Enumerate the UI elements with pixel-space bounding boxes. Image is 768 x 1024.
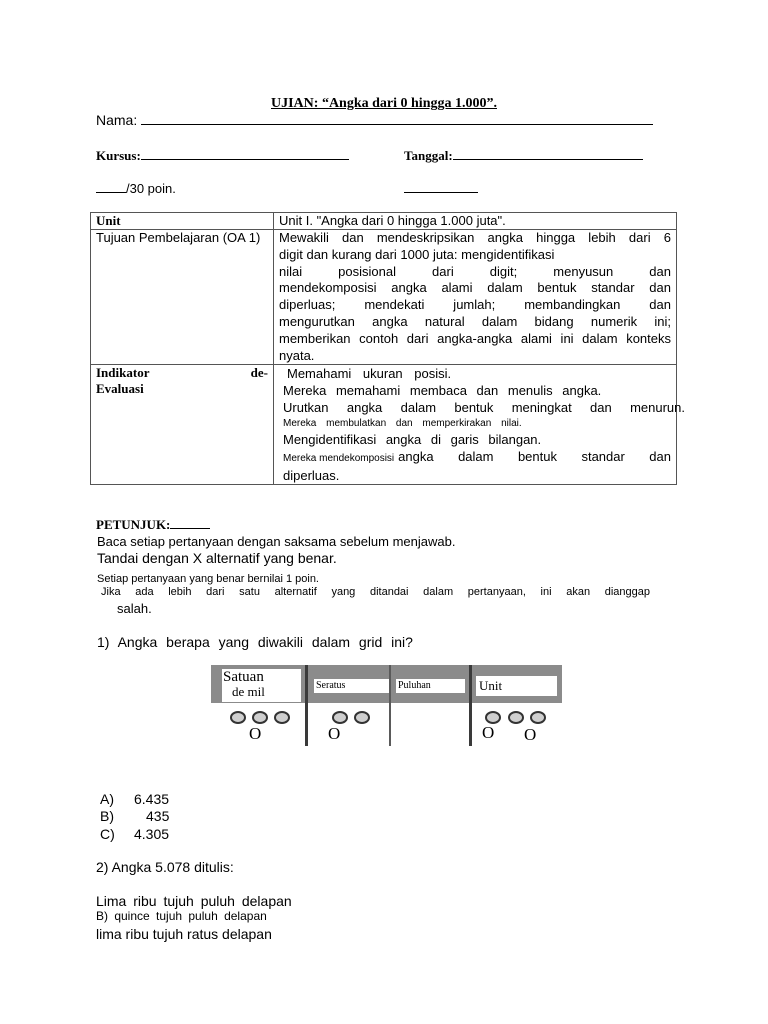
petunjuk-item-text: Setiap pertanyaan yang benar bernilai 1 poin.	[97, 573, 319, 585]
tanggal-row	[404, 147, 643, 164]
poin-row	[96, 180, 176, 196]
petunjuk-item-continued: salah.	[117, 601, 152, 616]
option-value: 4.305	[134, 826, 170, 842]
option-value: 435	[146, 808, 170, 824]
petunjuk-item	[97, 550, 337, 566]
info-table	[90, 212, 685, 485]
counter-dot-icon	[332, 711, 348, 724]
tujuan-line: Mewakili dan mendeskripsikan angka hingga lebih dari 6	[279, 230, 671, 245]
question-2: 2) Angka 5.078 ditulis:	[96, 859, 234, 875]
option-letter: B)	[100, 808, 114, 824]
indikator-line: Mereka mendekomposisi	[283, 453, 395, 465]
signature-field[interactable]	[404, 180, 478, 193]
petunjuk-item-text: Tandai dengan X alternatif yang benar.	[97, 550, 337, 566]
signature-row	[404, 180, 478, 198]
indikator-text	[274, 365, 685, 485]
option-letter: A)	[100, 791, 114, 807]
grid-header-puluhan: Puluhan	[396, 679, 465, 693]
indikator-row	[91, 365, 677, 485]
q2-option-b[interactable]: B) quince tujuh puluh delapan	[96, 909, 267, 923]
tujuan-label: Tujuan Pembelajaran (OA 1)	[91, 230, 274, 365]
q1-option-a[interactable]	[100, 791, 170, 807]
place-value-grid	[211, 665, 562, 746]
grid-header-unit: Unit	[476, 676, 557, 696]
kursus-field[interactable]	[141, 147, 349, 160]
tujuan-line: memberikan contoh dari angka-angka alami ini dalam konteks	[279, 330, 671, 346]
tujuan-row	[91, 230, 677, 365]
counter-letter: O	[328, 724, 341, 743]
page-title: UJIAN: “Angka dari 0 hingga 1.000”.	[271, 96, 497, 111]
indikator-label-line: Indikator de-	[96, 365, 268, 381]
tujuan-line: digit dan kurang dari 1000 juta: mengidentifikasi	[279, 246, 555, 262]
indikator-line: diperluas.	[283, 468, 340, 484]
indikator-line: Mereka memahami membaca dan menulis angka.	[283, 383, 602, 399]
counter-dot-icon	[508, 711, 524, 724]
q2-option-a[interactable]: Lima ribu tujuh puluh delapan	[96, 893, 292, 909]
grid-divider	[305, 665, 308, 746]
kursus-label: Kursus:	[96, 148, 141, 163]
tanggal-field[interactable]	[453, 147, 643, 160]
petunjuk-underline	[170, 517, 210, 529]
grid-divider	[389, 665, 391, 746]
petunjuk-item	[97, 570, 319, 585]
grid-body	[211, 703, 562, 746]
indikator-line: Mengidentifikasi angka di garis bilangan.	[283, 432, 542, 448]
indikator-line: Mereka membulatkan dan memperkirakan nilai.	[283, 418, 522, 430]
unit-label: Unit	[91, 213, 274, 230]
q2-option-c[interactable]: lima ribu tujuh ratus delapan	[96, 926, 272, 942]
indikator-line: Urutkan angka dalam bentuk meningkat dan menurun.	[283, 400, 685, 416]
indikator-label-line: Evaluasi	[96, 381, 144, 397]
tujuan-line: nilai posisional dari digit; menyusun dan	[279, 263, 671, 279]
grid-divider	[469, 665, 472, 746]
poin-label: /30 poin.	[126, 181, 176, 196]
counter-letter: O	[249, 724, 262, 743]
counter-letter: O	[524, 725, 537, 744]
score-field[interactable]	[96, 180, 126, 193]
counter-dot-icon	[354, 711, 370, 724]
kursus-row	[96, 147, 349, 164]
counter-dot-icon	[530, 711, 546, 724]
petunjuk-item	[97, 534, 455, 549]
petunjuk-item	[97, 586, 650, 598]
counter-dot-icon	[252, 711, 268, 724]
tanggal-label: Tanggal:	[404, 148, 453, 163]
option-letter: C)	[100, 826, 115, 842]
grid-header-satuan	[222, 669, 301, 702]
indikator-line: angka dalam bentuk standar dan	[398, 449, 671, 465]
petunjuk-item-text: Baca setiap pertanyaan dengan saksama sebelum menjawab.	[97, 534, 456, 549]
unit-row	[91, 213, 677, 230]
tujuan-line: mendekomposisi angka alami dalam bentuk standar dan	[279, 280, 671, 296]
option-value: 6.435	[134, 791, 170, 807]
petunjuk-heading	[96, 517, 210, 533]
q1-option-c[interactable]	[100, 826, 170, 842]
grid-header-satuan-line2: de mil	[232, 684, 265, 699]
indikator-label	[91, 365, 274, 485]
petunjuk-heading-text: PETUNJUK:	[96, 517, 171, 532]
tujuan-line: mengurutkan angka natural dalam bidang numerik ini;	[279, 313, 671, 329]
grid-header-seratus: Seratus	[314, 679, 390, 693]
tujuan-line: nyata.	[279, 347, 315, 363]
indikator-line-composite	[279, 448, 671, 467]
tujuan-line: diperluas; mendekati jumlah; membandingkan dan	[279, 297, 671, 313]
q1-option-b[interactable]	[100, 808, 170, 824]
counter-letter: O	[482, 723, 495, 742]
counter-dot-icon	[274, 711, 290, 724]
tujuan-text	[274, 230, 677, 365]
nama-field[interactable]	[141, 112, 653, 125]
nama-row	[96, 112, 653, 128]
nama-label: Nama:	[96, 112, 138, 128]
counter-dot-icon	[230, 711, 246, 724]
indikator-line: Memahami ukuran posisi.	[287, 366, 452, 382]
unit-value: Unit I. "Angka dari 0 hingga 1.000 juta".	[274, 213, 677, 230]
question-1: 1) Angka berapa yang diwakili dalam grid ini?	[97, 634, 413, 650]
petunjuk-item-text: Jika ada lebih dari satu alternatif yang ditandai dalam pertanyaan, ini akan dianggap	[101, 586, 650, 598]
grid-header-satuan-line1: Satuan	[223, 669, 264, 685]
